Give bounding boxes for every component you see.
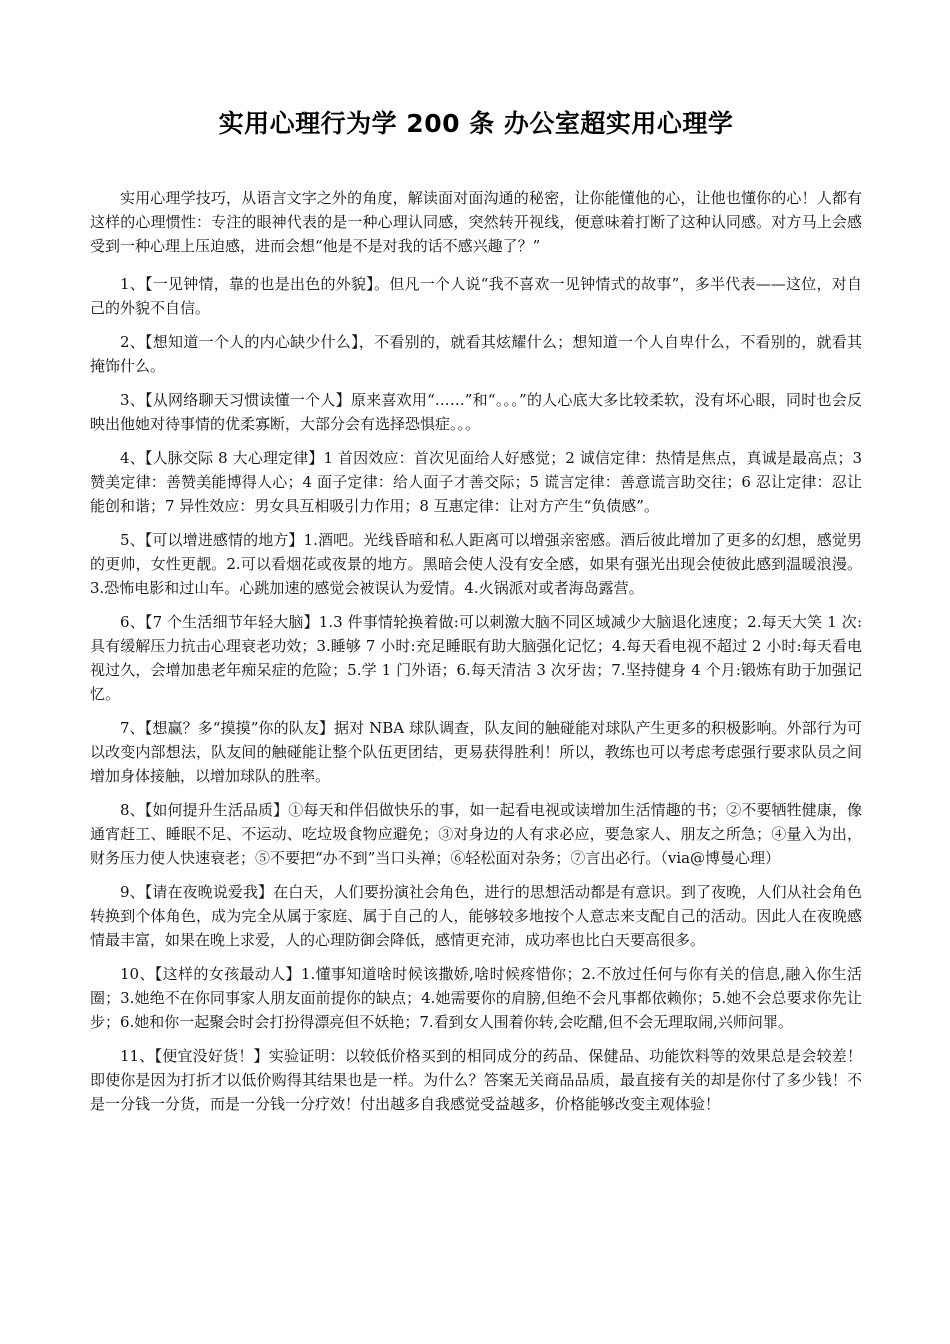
paragraph-10: 10、【这样的女孩最动人】1.懂事知道啥时候该撒娇,啥时候疼惜你；2.不放过任何与你有关的信息,融入你生活圈；3.她绝不在你同事家人朋友面前提你的缺点；4.她需要你的肩膀,但绝不会凡事都依赖你；5.她不会总要求你先让步；6.她和你一起聚会时会打扮得漂亮但不妖艳；7.看到女人围着你转,会吃醋,但不会无理取闹,兴师问罪。: [90, 965, 862, 1031]
paragraph-11: 11、【便宜没好货！】实验证明：以较低价格买到的相同成分的药品、保健品、功能饮料等的效果总是会较差！即使你是因为打折才以低价购得其结果也是一样。为什么？答案无关商品品质，最直接有关的却是你付了多少钱！不是一分钱一分货，而是一分钱一分疗效！付出越多自我感觉受益越多，价格能够改变主观体验！: [90, 1047, 862, 1113]
paragraph-2: 2、【想知道一个人的内心缺少什么】，不看别的，就看其炫耀什么；想知道一个人自卑什么，不看别的，就看其掩饰什么。: [90, 333, 862, 375]
paragraph-8: 8、【如何提升生活品质】①每天和伴侣做快乐的事，如一起看电视或读增加生活情趣的书；②不要牺牲健康，像通宵赶工、睡眠不足、不运动、吃垃圾食物应避免；③对身边的人有求必应，要急家人、朋友之所急；④量入为出，财务压力使人快速衰老；⑤不要把“办不到”当口头禅；⑥轻松面对杂务；⑦言出必行。（via@博曼心理）: [90, 801, 862, 867]
intro-paragraph: 实用心理学技巧，从语言文字之外的角度，解读面对面沟通的秘密，让你能懂他的心，让他也懂你的心！人都有这样的心理惯性：专注的眼神代表的是一种心理认同感，突然转开视线，便意味着打断了这种认同感。对方马上会感受到一种心理上压迫感，进而会想“他是不是对我的话不感兴趣了？”: [90, 189, 862, 255]
document-title: 实用心理行为学 200 条 办公室超实用心理学: [218, 109, 734, 138]
paragraph-6: 6、【7 个生活细节年轻大脑】1.3 件事情轮换着做:可以刺激大脑不同区域减少大脑退化速度；2.每天大笑 1 次:具有缓解压力抗击心理衰老功效；3.睡够 7 小时:充足睡眠有助大脑强化记忆；4.每天看电视不超过 2 小时:每天看电视过久，会增加患老年痴呆症的危险；5.学 1 门外语；6.每天清洁 3 次牙齿；7.坚持健身 4 个月:锻炼有助于加强记忆。: [90, 613, 862, 703]
paragraph-5: 5、【可以增进感情的地方】1.酒吧。光线昏暗和私人距离可以增强亲密感。酒后彼此增加了更多的幻想，感觉男的更帅，女性更靓。2.可以看烟花或夜景的地方。黑暗会使人没有安全感，如果有强光出现会使彼此感到温暖浪漫。3.恐怖电影和过山车。心跳加速的感觉会被误认为爱情。4.火锅派对或者海岛露营。: [90, 531, 862, 597]
paragraph-4: 4、【人脉交际 8 大心理定律】1 首因效应：首次见面给人好感觉；2 诚信定律：热情是焦点，真诚是最高点；3 赞美定律：善赞美能博得人心；4 面子定律：给人面子才善交际；5 谎言定律：善意谎言助交往；6 忍让定律：忍让能创和谐；7 异性效应：男女具互相吸引力作用；8 互惠定律：让对方产生“负债感”。: [90, 449, 862, 515]
paragraph-3: 3、【从网络聊天习惯读懂一个人】原来喜欢用“……”和“。。。”的人心底大多比较柔软，没有坏心眼，同时也会反映出他她对待事情的优柔寡断，大部分会有选择恐惧症。。。: [90, 391, 862, 433]
paragraph-1: 1、【一见钟情，靠的也是出色的外貌】。但凡一个人说“我不喜欢一见钟情式的故事”，多半代表——这位，对自己的外貌不自信。: [90, 275, 862, 317]
paragraph-9: 9、【请在夜晚说爱我】在白天，人们要扮演社会角色，进行的思想活动都是有意识。到了夜晚，人们从社会角色转换到个体角色，成为完全从属于家庭、属于自己的人，能够较多地按个人意志来支配自己的活动。因此人在夜晚感情最丰富，如果在晚上求爱，人的心理防御会降低，感情更充沛，成功率也比白天要高很多。: [90, 883, 862, 949]
paragraph-7: 7、【想赢？多“摸摸”你的队友】据对 NBA 球队调查，队友间的触碰能对球队产生更多的积极影响。外部行为可以改变内部想法，队友间的触碰能让整个队伍更团结，更易获得胜利！所以，教练也可以考虑考虑强行要求队员之间增加身体接触，以增加球队的胜率。: [90, 719, 862, 785]
document-page: [90, 104, 862, 1126]
